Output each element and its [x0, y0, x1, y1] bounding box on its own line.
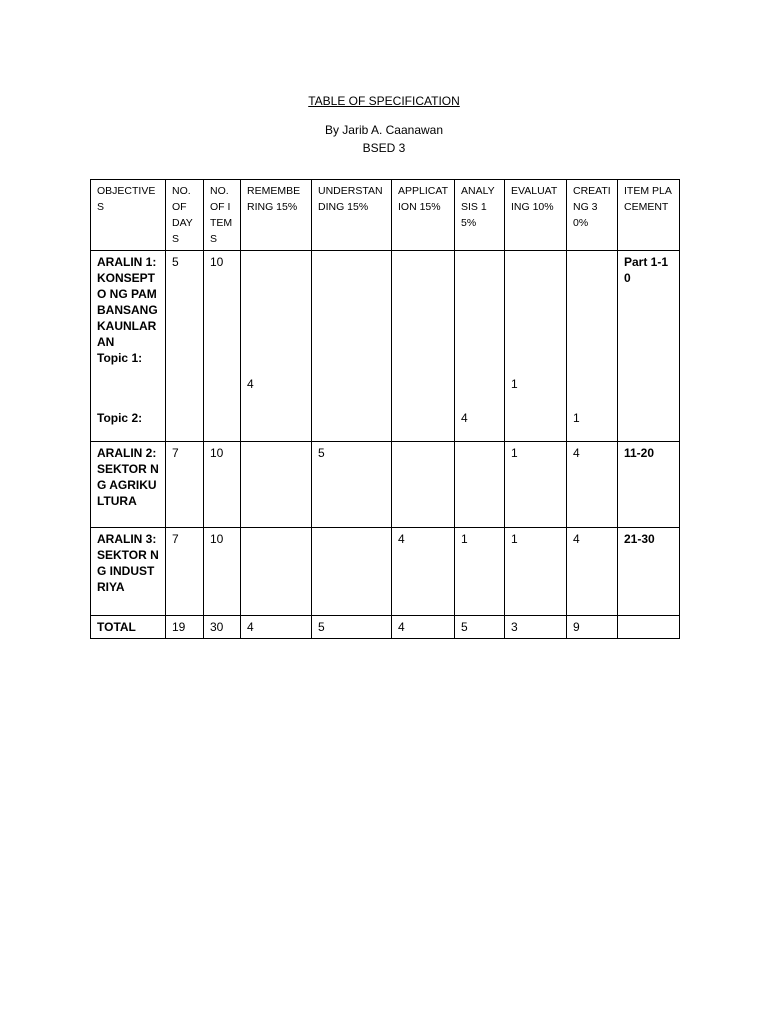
- header-evaluating: EVALUATING 10%: [505, 180, 567, 251]
- remembering-cell: [241, 251, 312, 442]
- header-application: APPLICATION 15%: [392, 180, 455, 251]
- analysis-value: 4: [461, 411, 468, 425]
- analysis-cell: [455, 251, 505, 442]
- days-cell: 7: [166, 442, 204, 528]
- total-placement: [618, 616, 680, 639]
- header-creating: CREATING 30%: [567, 180, 618, 251]
- objective-cell: ARALIN 2: SEKTOR NG AGRIKULTURA: [91, 442, 166, 528]
- total-analysis: 5: [455, 616, 505, 639]
- understanding-cell: [312, 251, 392, 442]
- evaluating-cell: [505, 251, 567, 442]
- remembering-cell: [241, 442, 312, 528]
- analysis-cell: 1: [455, 528, 505, 616]
- table-row: [91, 251, 680, 442]
- total-items: 30: [204, 616, 241, 639]
- total-label: TOTAL: [91, 616, 166, 639]
- placement-cell: 11-20: [618, 442, 680, 528]
- application-cell: [392, 251, 455, 442]
- header-analysis: ANALYSIS 15%: [455, 180, 505, 251]
- understanding-cell: [312, 528, 392, 616]
- header-understanding: UNDERSTANDING 15%: [312, 180, 392, 251]
- creating-value: 1: [573, 411, 580, 425]
- placement-cell: 21-30: [618, 528, 680, 616]
- evaluating-value: 1: [511, 377, 518, 391]
- objective-cell: ARALIN 3: SEKTOR NG INDUSTRIYA: [91, 528, 166, 616]
- days-cell: 7: [166, 528, 204, 616]
- specification-table: [90, 179, 680, 639]
- total-creating: 9: [567, 616, 618, 639]
- course-line: BSED 3: [362, 141, 406, 155]
- total-row: [91, 616, 680, 639]
- analysis-cell: [455, 442, 505, 528]
- author-line: By Jarib A. Caanawan: [324, 123, 444, 137]
- total-remembering: 4: [241, 616, 312, 639]
- evaluating-cell: 1: [505, 528, 567, 616]
- understanding-cell: 5: [312, 442, 392, 528]
- application-cell: 4: [392, 528, 455, 616]
- header-objectives: OBJECTIVES: [91, 180, 166, 251]
- table-row: [91, 442, 680, 528]
- creating-cell: 4: [567, 442, 618, 528]
- document-title: TABLE OF SPECIFICATION: [308, 94, 460, 108]
- topic-2-label: Topic 2:: [97, 411, 143, 425]
- total-application: 4: [392, 616, 455, 639]
- days-cell: 5: [166, 251, 204, 442]
- header-remembering: REMEMBERING 15%: [241, 180, 312, 251]
- total-evaluating: 3: [505, 616, 567, 639]
- header-no-of-items: NO. OF ITEMS: [204, 180, 241, 251]
- total-days: 19: [166, 616, 204, 639]
- table-row: [91, 528, 680, 616]
- objective-text: ARALIN 1: KONSEPTO NG PAMBANSANG KAUNLARAN: [97, 255, 158, 349]
- evaluating-cell: 1: [505, 442, 567, 528]
- header-item-placement: ITEM PLACEMENT: [618, 180, 680, 251]
- items-cell: 10: [204, 251, 241, 442]
- creating-cell: [567, 251, 618, 442]
- topic-1-label: Topic 1:: [97, 351, 143, 365]
- placement-cell: Part 1-10: [618, 251, 680, 442]
- remembering-value: 4: [247, 377, 254, 391]
- creating-cell: 4: [567, 528, 618, 616]
- header-no-of-days: NO. OF DAYS: [166, 180, 204, 251]
- items-cell: 10: [204, 528, 241, 616]
- items-cell: 10: [204, 442, 241, 528]
- table-header-row: [91, 180, 680, 251]
- total-understanding: 5: [312, 616, 392, 639]
- objective-cell: [91, 251, 166, 442]
- application-cell: [392, 442, 455, 528]
- remembering-cell: [241, 528, 312, 616]
